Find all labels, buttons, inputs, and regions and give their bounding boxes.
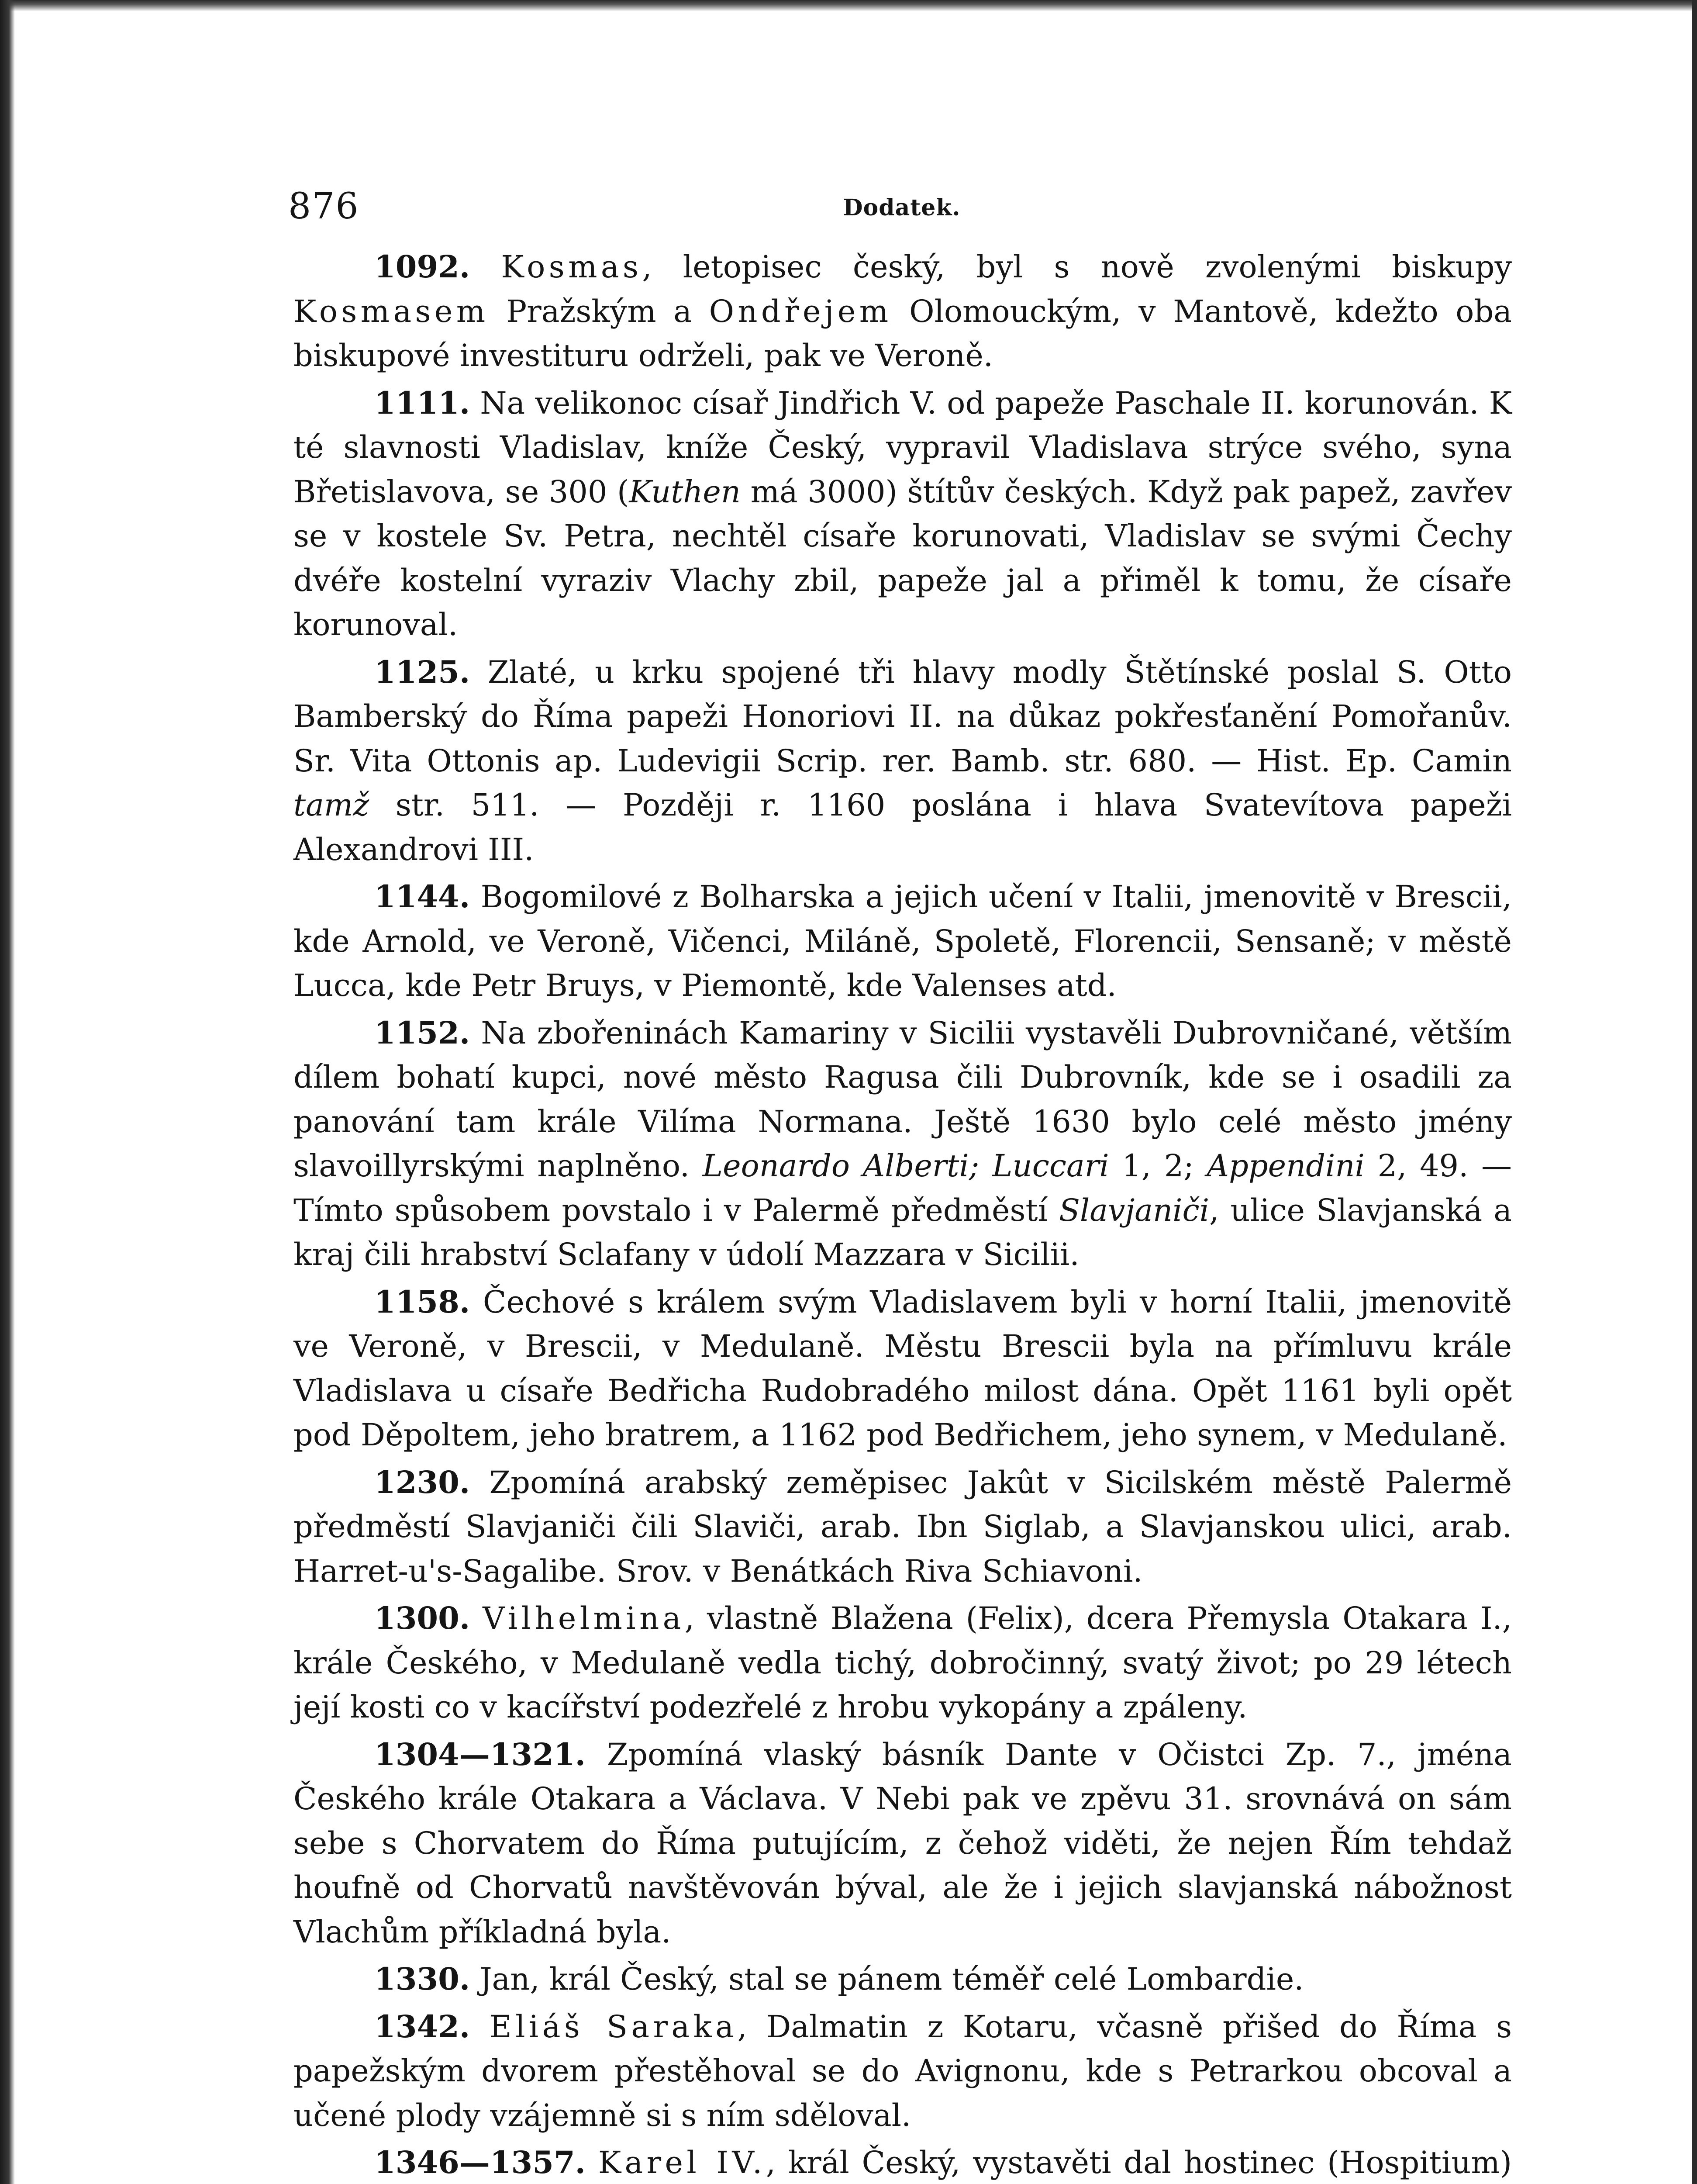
entry-text: Pražským a (489, 293, 709, 329)
entry-year: 1092. (374, 249, 470, 285)
spaced-name: Eliáš Saraka (489, 2008, 738, 2045)
chronology-entry (293, 1460, 1512, 1594)
entry-year: 1330. (374, 1961, 470, 1997)
page-number: 876 (288, 186, 359, 227)
entry-text: Bogomilové z Bolharska a jejich učení v Italii, jmenovitě v Brescii, kde Arnold, ve Veroně, Vičenci, Miláně, Spoletě, Florencii, Sensaně; v městě Lucca, kde Petr Bruys, v Piemontě, kde Valenses atd. (293, 879, 1512, 1003)
entry-text: , vlastně Blažena (Felix), dcera Přemysla Otakara I., krále Českého, v Medulaně vedla tichý, dobročinný, svatý život; po 29 létech její kosti co v kacířství podezřelé z hrobu vykopány a zpáleny. (293, 1600, 1512, 1725)
chronology-entry (293, 1011, 1512, 1277)
entry-text: , ulice Slavjanská a kraj čili hrabství Sclafany v údolí Mazzara v Sicilii. (293, 1192, 1512, 1272)
chronology-entry (293, 2140, 1512, 2184)
spaced-name: Kosmasem (293, 293, 489, 329)
entry-year: 1304—1321. (374, 1736, 586, 1773)
spaced-name: Karel IV. (598, 2145, 766, 2181)
spaced-name: Vilhelmina (483, 1600, 685, 1636)
entry-text (470, 249, 501, 285)
entry-year: 1125. (374, 653, 470, 690)
page-header (288, 177, 1515, 234)
italic-citation: Slavjaniči (1059, 1192, 1210, 1228)
italic-citation: Kuthen (629, 473, 741, 510)
entry-text: Jan, král Český, stal se pánem téměř celé Lombardie. (470, 1961, 1304, 1997)
entry-year: 1111. (374, 384, 470, 421)
spaced-name: Ondřejem (709, 293, 892, 329)
entry-text: 2, 49. — Tímto spůsobem povstalo i v Palermě předměstí (293, 1148, 1512, 1228)
spaced-name: Kosmas (501, 249, 642, 285)
entry-text: Zpomíná arabský zeměpisec Jakût v Sicilském městě Palermě předměstí Slavjaniči čili Slaviči, arab. Ibn Siglab, a Slavjanskou ulici, arab. Harret-u's-Sagalibe. Srov. v Benátkách Riva Schiavoni. (293, 1464, 1512, 1589)
entry-year: 1144. (374, 878, 470, 915)
scan-edge-right (1692, 0, 1697, 2184)
entry-year: 1152. (374, 1014, 470, 1051)
chronology-entry (293, 1732, 1512, 1955)
entry-year: 1300. (374, 1600, 470, 1636)
chronology-entry (293, 1596, 1512, 1730)
entry-text: Zpomíná vlaský básník Dante v Očistci Zp. 7., jména Českého krále Otakara a Václava. V Nebi pak ve zpěvu 31. srovnává on sám sebe s Chorvatem do Říma putujícím, z čehož viděti, že nejen Řím tehdaž houfně od Chorvatů navštěvován býval, ale že i jejich slavjanská nábožnost Vlachům příkladná byla. (293, 1736, 1512, 1950)
entry-text: Zlaté, u krku spojené tři hlavy modly Štětínské poslal S. Otto Bamberský do Říma papeži Honoriovi II. na důkaz pokřesťanění Pomořanův. Sr. Vita Ottonis ap. Ludevigii Scrip. rer. Bamb. str. 680. — Hist. Ep. Camin (293, 654, 1512, 779)
body-text (293, 245, 1512, 2184)
italic-citation: Leonardo Alberti; Luccari (702, 1148, 1109, 1184)
chronology-entry (293, 1957, 1512, 2002)
chronology-entry (293, 245, 1512, 378)
entry-text: Olomouckým, v Mantově, kdežto oba biskupové investituru održeli, pak ve Veroně. (293, 293, 1512, 373)
chronology-entry (293, 874, 1512, 1008)
entry-year: 1230. (374, 1464, 470, 1500)
running-title: Dodatek. (843, 194, 961, 221)
entry-text: Čechové s králem svým Vladislavem byli v horní Italii, jmenovitě ve Veroně, v Brescii, v Medulaně. Městu Brescii byla na přímluvu krále Vladislava u císaře Bedřicha Rudobradého milost dána. Opět 1161 byli opět pod Děpoltem, jeho bratrem, a 1162 pod Bedřichem, jeho synem, v Medulaně. (293, 1284, 1512, 1453)
italic-citation: tamž (293, 787, 369, 823)
entry-text: má 3000) štítův českých. Když pak papež, zavřev se v kostele Sv. Petra, nechtěl císaře korunovati, Vladislav se svými Čechy dvéře kostelní vyraziv Vlachy zbil, papeže jal a přiměl k tomu, že císaře korunoval. (293, 473, 1512, 643)
entry-text (470, 1600, 483, 1636)
entry-year: 1346—1357. (374, 2144, 586, 2181)
entry-text: str. 511. — Později r. 1160 poslána i hlava Svatevítova papeži Alexandrovi III. (293, 787, 1512, 867)
chronology-entry (293, 381, 1512, 647)
entry-year: 1342. (374, 2008, 470, 2045)
chronology-entry (293, 650, 1512, 872)
entry-text: , král Český, vystavěti dal hostinec (Hospitium) (766, 2145, 1512, 2181)
scan-edge-top (0, 0, 1697, 11)
scan-edge-left (0, 0, 15, 2184)
entry-text: , letopisec český, byl s nově zvolenými biskupy (642, 249, 1512, 285)
entry-year: 1158. (374, 1283, 470, 1320)
entry-text: Na velikonoc císař Jindřich V. od papeže Paschale II. korunován. K té slavnosti Vladislav, kníže Český, vypravil Vladislava strýce svého, syna Břetislavova, se 300 ( (293, 385, 1512, 510)
entry-text: , Dalmatin z Kotaru, včasně přišed do Říma s papežským dvorem přestěhoval se do Avignonu, kde s Petrarkou obcoval a učené plody vzájemně si s ním sděloval. (293, 2008, 1512, 2133)
entry-text (586, 2145, 598, 2181)
chronology-entry (293, 2004, 1512, 2138)
entry-text: 1, 2; (1109, 1148, 1207, 1184)
entry-text: Na zbořeninách Kamariny v Sicilii vystavěli Dubrovničané, větším dílem bohatí kupci, nové město Ragusa čili Dubrovník, kde se i osadili za panování tam krále Vilíma Normana. Ještě 1630 bylo celé město jmény slavoillyrskými naplněno. (293, 1015, 1512, 1184)
chronology-entry (293, 1280, 1512, 1458)
italic-citation: Appendini (1207, 1148, 1365, 1184)
entry-text (470, 2009, 489, 2045)
